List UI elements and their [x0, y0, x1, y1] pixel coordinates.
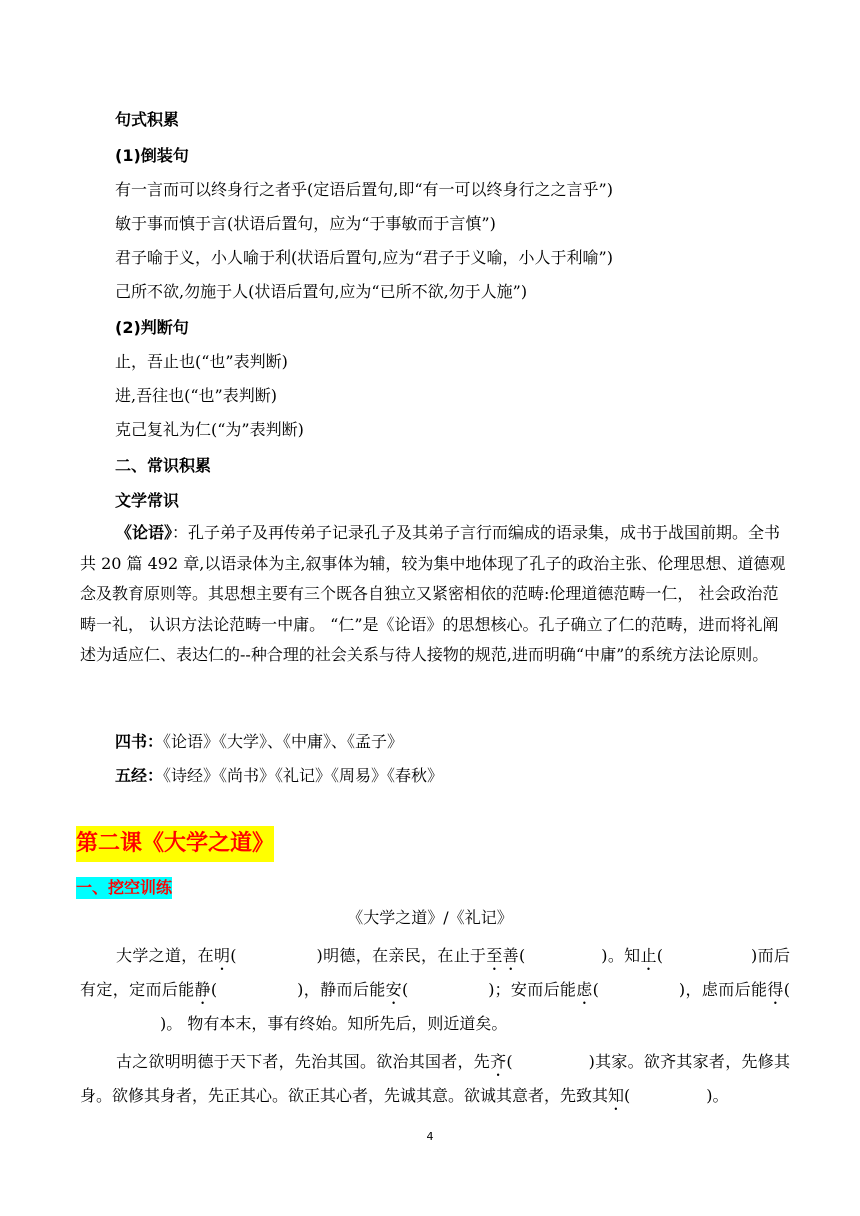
lunyu-paragraph [80, 518, 790, 671]
sishu-label: 四书： [115, 732, 164, 751]
subheading-judgment: (2)判断句 [115, 318, 189, 337]
p1-dot-6: 虑 [576, 980, 593, 999]
inverted-line-3: 君子喻于义，小人喻于利(状语后置句,应为“君子于义喻，小人于利喻”) [115, 248, 613, 267]
subheading-literature: 文学常识 [115, 491, 180, 510]
p1-text-a: 大学之道，在 [116, 946, 214, 965]
p2-open-1: ( [506, 1052, 513, 1071]
section-fill-blank: 一、挖空训练 [76, 878, 173, 897]
wujing-text: 《诗经》《尚书》《礼记》《周易》《春秋》 [163, 766, 444, 785]
p1-dot-1: 明 [213, 946, 231, 965]
subheading-inverted: (1)倒装句 [115, 146, 189, 165]
passage-paragraph-1 [80, 940, 790, 1039]
wujing-label: 五经： [115, 766, 164, 785]
lunyu-text: ：孔子弟子及再传弟子记录孔子及其弟子言行而编成的语录集，成书于战国前期。全书共 20 篇 492 章,以语录体为主,叙事体为辅，较为集中地体现了孔子的政治主张、伦理思想、道德观念及教育原则等。其思想主要有三个既各自独立又紧密相依的范畴:伦理道德范畴一仁， 社会政治范畴一礼， 认识方法论范畴一中庸。 “仁”是《论语》的思想核心。孔子确立了仁的范畴，进而将礼阐述为适应仁、表达仁的--种合理的社会关系与待人接物的规范,进而明确“中庸”的系统方法论原则。 [80, 523, 786, 664]
passage-paragraph-2 [80, 1046, 790, 1114]
p1-dot-4: 静 [194, 980, 211, 999]
wujing-line [115, 766, 443, 786]
sishu-line [115, 732, 403, 752]
p1-open-2: ( [519, 946, 526, 965]
p2-text-a: 古之欲明明德于天下者，先治其国。欲治其国者，先 [116, 1052, 491, 1071]
source-line: 《大学之道》/《礼记》 [347, 908, 513, 927]
lesson-title: 第二课《大学之道》 [76, 826, 274, 862]
p2-open-2: ( [624, 1086, 631, 1105]
p1-text-f: )。知 [601, 946, 641, 965]
p2-text-f: )。 [706, 1086, 729, 1105]
p1-text-j: )，静而后能 [297, 980, 386, 999]
p1-dot-3: 止 [640, 946, 657, 965]
p1-dot-2: 至善 [486, 946, 519, 965]
inverted-line-1: 有一言而可以终身行之者乎(定语后置句,即“有一可以终身行之之言乎”) [115, 180, 613, 199]
lunyu-label: 《论语》 [116, 523, 173, 542]
heading-sentence: 句式积累 [115, 110, 180, 129]
p2-text-c: )其家。欲齐其家者，先修其身。欲修其身者，先正其心。欲正其心者，先诚其意。欲诚其意者，先致其 [80, 1052, 790, 1105]
p1-dot-7: 得 [767, 980, 784, 999]
p1-open-1: ( [230, 946, 237, 965]
judgment-line-3: 克己复礼为仁(“为”表判断) [115, 420, 304, 439]
p2-dot-1: 齐 [490, 1052, 507, 1071]
page-number: 4 [426, 1130, 434, 1143]
p1-open-6: ( [592, 980, 599, 999]
p1-text-h: )而后有定，定而后能 [80, 946, 790, 999]
p1-open-3: ( [656, 946, 664, 965]
p1-text-n: )，虑而后能 [678, 980, 768, 999]
p1-text-p: )。 物有本末，事有终始。知所先后，则近道矣。 [160, 1014, 508, 1033]
judgment-line-1: 止，吾止也(“也”表判断) [115, 352, 288, 371]
p1-text-l: )；安而后能 [488, 980, 577, 999]
p1-open-7: ( [783, 980, 790, 999]
inverted-line-2: 敏于事而慎于言(状语后置句，应为“于事敏而于言慎”) [115, 214, 496, 233]
sishu-text: 《论语》《大学》、《中庸》、《孟子》 [163, 732, 404, 751]
p1-open-4: ( [210, 980, 218, 999]
judgment-line-2: 进,吾往也(“也”表判断) [115, 386, 277, 405]
p2-dot-2: 知 [608, 1086, 625, 1105]
p1-open-5: ( [401, 980, 409, 999]
p1-dot-5: 安 [385, 980, 402, 999]
heading-knowledge: 二、常识积累 [115, 456, 212, 475]
p1-text-c: )明德，在亲民，在止于 [316, 946, 487, 965]
inverted-line-4: 己所不欲,勿施于人(状语后置句,应为“已所不欲,勿于人施”) [115, 282, 528, 301]
